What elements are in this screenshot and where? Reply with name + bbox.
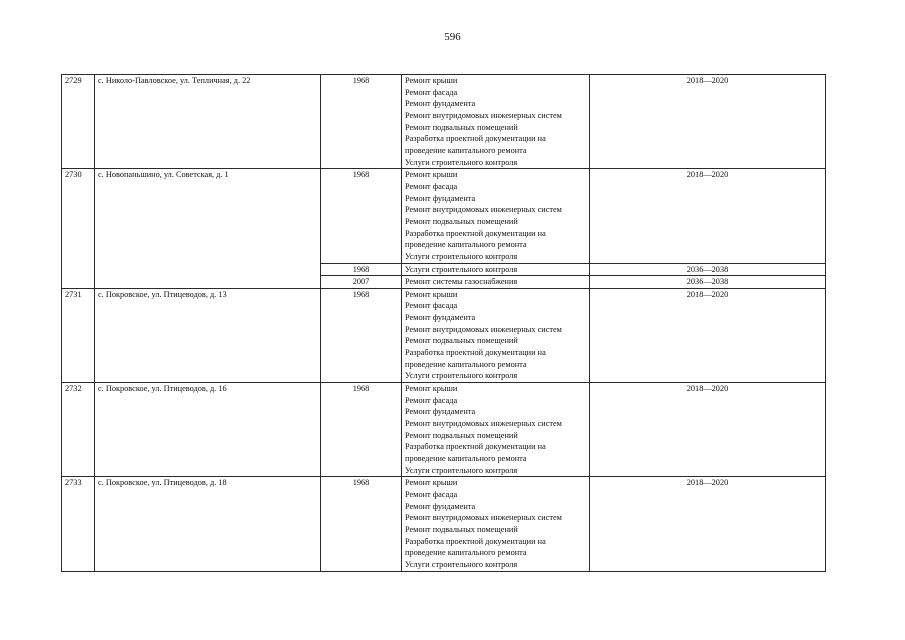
work-item: проведение капитального ремонта <box>405 454 527 463</box>
table-row <box>62 477 826 571</box>
work-item: Услуги строительного контроля <box>405 157 518 167</box>
work-item: Ремонт фундамента <box>405 501 476 511</box>
table-row <box>62 383 826 477</box>
work-item: Ремонт внутридомовых инженерных систем <box>405 324 562 334</box>
work-item: Ремонт подвальных помещений <box>405 524 518 534</box>
page-number: 596 <box>444 31 461 43</box>
row-works-list <box>402 477 590 571</box>
row-period: 2018—2020 <box>590 383 826 477</box>
work-item: Ремонт крыши <box>405 170 458 180</box>
work-item: Ремонт фундамента <box>405 313 476 323</box>
work-item: Ремонт подвальных помещений <box>405 430 518 440</box>
work-item: Ремонт фасада <box>405 181 458 191</box>
work-item: проведение капитального ремонта <box>405 145 527 155</box>
work-item: Ремонт крыши <box>405 289 458 299</box>
row-year: 1968 <box>321 383 402 477</box>
work-item: проведение капитального ремонта <box>405 548 527 558</box>
row-address: с. Покровское, ул. Птицеводов, д. 13 <box>95 288 321 382</box>
subrow-work: Ремонт системы газоснабжения <box>402 276 590 289</box>
row-address: с. Покровское, ул. Птицеводов, д. 16 <box>95 383 321 477</box>
capital-repair-table <box>61 74 826 572</box>
row-year: 1968 <box>321 477 402 571</box>
work-item: проведение капитального ремонта <box>405 240 527 250</box>
subrow-period: 2036—2038 <box>590 263 826 276</box>
work-item: Ремонт крыши <box>405 76 458 85</box>
row-works-list <box>402 288 590 382</box>
row-period: 2018—2020 <box>590 75 826 169</box>
work-item: Ремонт фасада <box>405 489 458 499</box>
row-year: 1968 <box>321 75 402 169</box>
work-item: Ремонт фундамента <box>405 193 476 203</box>
work-item: Ремонт внутридомовых инженерных систем <box>405 205 562 215</box>
work-item: Ремонт внутридомовых инженерных систем <box>405 513 562 523</box>
work-item: Ремонт крыши <box>405 384 458 394</box>
work-item: Услуги строительного контроля <box>405 559 518 569</box>
subrow-year: 1968 <box>321 263 402 276</box>
subrow-work: Услуги строительного контроля <box>402 263 590 276</box>
work-item: Услуги строительного контроля <box>405 371 518 381</box>
row-period: 2018—2020 <box>590 477 826 571</box>
work-item: Ремонт фундамента <box>405 99 476 109</box>
row-number: 2729 <box>62 75 95 169</box>
work-item: Ремонт подвальных помещений <box>405 216 518 226</box>
work-item: Ремонт внутридомовых инженерных систем <box>405 110 562 120</box>
row-address: с. Покровское, ул. Птицеводов, д. 18 <box>95 477 321 571</box>
row-period: 2018—2020 <box>590 169 826 263</box>
row-year: 1968 <box>321 288 402 382</box>
row-address: с. Новопаньшино, ул. Советская, д. 1 <box>95 169 321 289</box>
work-item: проведение капитального ремонта <box>405 359 527 369</box>
work-item: Услуги строительного контроля <box>405 465 518 475</box>
row-works-list <box>402 75 590 169</box>
row-number: 2730 <box>62 169 95 289</box>
work-item: Ремонт подвальных помещений <box>405 122 518 132</box>
row-number: 2733 <box>62 477 95 571</box>
work-item: Ремонт фасада <box>405 395 458 405</box>
work-item: Услуги строительного контроля <box>405 251 518 261</box>
table-row <box>62 75 826 169</box>
work-item: Разработка проектной документации на <box>405 134 546 144</box>
subrow-year: 2007 <box>321 276 402 289</box>
work-item: Разработка проектной документации на <box>405 228 546 238</box>
row-number: 2732 <box>62 383 95 477</box>
row-period: 2018—2020 <box>590 288 826 382</box>
row-works-list <box>402 169 590 263</box>
work-item: Ремонт фасада <box>405 87 458 97</box>
subrow-period: 2036—2038 <box>590 276 826 289</box>
work-item: Ремонт внутридомовых инженерных систем <box>405 419 562 429</box>
row-number: 2731 <box>62 288 95 382</box>
table-row <box>62 169 826 263</box>
table-row <box>62 288 826 382</box>
work-item: Ремонт фундамента <box>405 407 476 417</box>
work-item: Ремонт крыши <box>405 478 458 488</box>
row-year: 1968 <box>321 169 402 263</box>
row-address: с. Николо-Павловское, ул. Тепличная, д. 22 <box>95 75 321 169</box>
work-item: Ремонт подвальных помещений <box>405 336 518 346</box>
row-works-list <box>402 383 590 477</box>
work-item: Разработка проектной документации на <box>405 442 546 452</box>
work-item: Разработка проектной документации на <box>405 348 546 358</box>
work-item: Ремонт фасада <box>405 301 458 311</box>
work-item: Разработка проектной документации на <box>405 536 546 546</box>
